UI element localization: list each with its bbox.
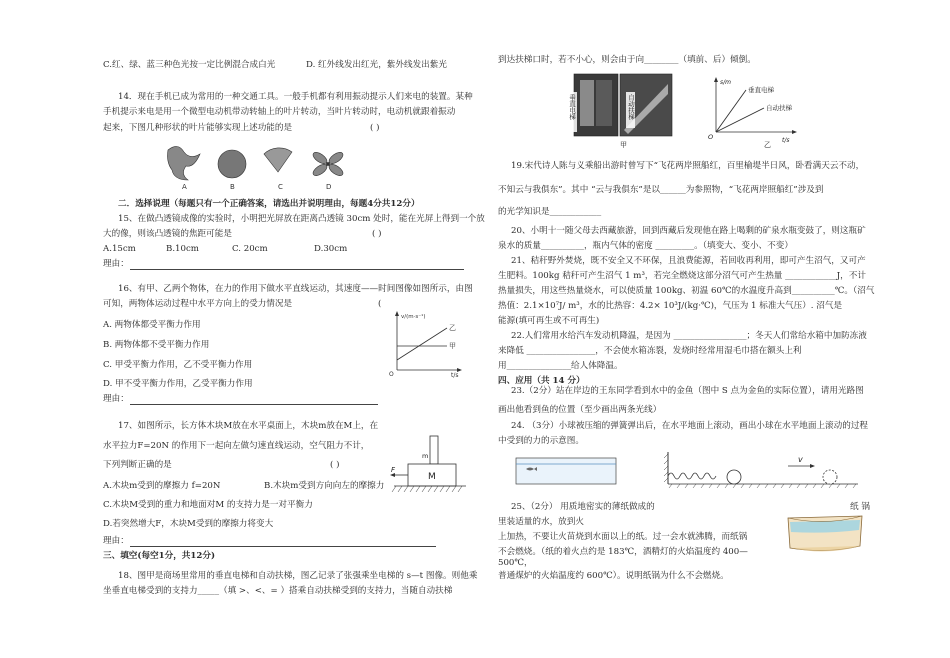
q25-line6: 普通煤炉的火焰温度约 600℃）。说明纸锅为什么不会燃烧。 (498, 571, 729, 581)
blade-label-b: B (230, 183, 235, 190)
q18-elevator-figure (568, 70, 798, 150)
section4-heading: 四、应用（共 14 分） (498, 376, 585, 386)
q18-line1: 18、图甲是商场里常用的垂直电梯和自动扶梯，图乙记录了张强乘坐电梯的 s—t 图像。则他乘 (118, 571, 478, 581)
q14-line1: 14．现在手机已成为常用的一种交通工具。一般手机都有利用振动提示人们来电的装置。某种 (118, 92, 473, 102)
q24-spring-ball (664, 452, 858, 488)
q16-option-d: D. 甲不受平衡力作用，乙受平衡力作用 (103, 379, 253, 389)
q25-line2: 里装适量的水，放到火 (498, 517, 584, 527)
graph-s-axis: s/m (720, 79, 731, 86)
ball-end (823, 470, 837, 484)
q21-line3: 热量损失，用这些热量烧水，可以使质量 100kg、初温 60℃的水温度升高到__________℃。（沼气 (498, 286, 875, 296)
q17-line2: 水平拉力F=20N 的作用下一起向左做匀速直线运动，空气阻力不计， (103, 441, 370, 451)
q16-answer-line[interactable] (130, 404, 378, 405)
label-M: M (428, 472, 436, 482)
q15-line1: 15、在做凸透镜成像的实验时，小明把光屏放在距离凸透镜 30cm 处时，能在光屏上得到一个放 (118, 214, 485, 224)
label-m: m (422, 452, 429, 460)
label-jia: 甲 (620, 141, 627, 149)
section3-heading: 三、填空(每空1分，共12分) (103, 551, 216, 561)
q22-line3: 用_______________给人体降温。 (498, 361, 623, 371)
velocity-symbol: v (798, 455, 803, 464)
blade-d-shape (311, 150, 345, 178)
q19-line2: 不知云与我俱东”。其中 “云与我俱东”是以______为参照物，“飞花两岸照船红”涉及到 (498, 185, 824, 195)
q18-line2: 坐垂直电梯受到的支持力_____（填 >、<、= ）搭乘自动扶梯受到的支持力，当随自动扶梯 (103, 586, 453, 596)
label-F: F (391, 466, 396, 474)
q24-line2: 中受到的力的示意图。 (498, 436, 584, 446)
q16-option-b: B. 两物体都不受平衡力作用 (103, 340, 210, 350)
q16-line2: 可知，两物体运动过程中水平方向上的受力情况是 (103, 299, 293, 309)
q15-bracket: ( ) (372, 229, 382, 239)
photo-vertical-label: 垂直电梯 (568, 94, 576, 120)
q15-option-d: D.30cm (314, 244, 348, 254)
label-yi: 乙 (764, 141, 771, 149)
q17-line1: 17、如图所示，长方体木块M放在水平桌面上，木块m放在M上，在 (118, 421, 379, 431)
q14-line3: 起来，下图几种形状的叶片能够实现上述功能的是 (103, 123, 293, 133)
q15-option-c: C. 20cm (232, 244, 268, 254)
blade-b-shape (218, 150, 246, 178)
q14-line2: 手机提示来电是用一个微型电动机带动转轴上的叶片转动，当叶片转动时，电动机就跟着振动 (103, 107, 456, 117)
q15-option-a: A.15cm (103, 244, 136, 254)
q23-q24-figures (512, 450, 862, 490)
q13-option-d: D. 红外线发出红光，紫外线发出紫光 (306, 60, 447, 70)
q16-vt-graph (385, 308, 465, 378)
series-jia-label: 甲 (449, 342, 456, 350)
line-escalator (716, 108, 764, 132)
q23-line2: 画出他看到鱼的位置（至少画出两条光线） (498, 405, 662, 415)
q20-line2: 泉水的质量__________，瓶内气体的密度 _________。（填变大、变小、不变） (498, 241, 793, 251)
q16-bracket: ( (378, 299, 382, 309)
graph-label-escalator: 自动扶梯 (766, 104, 792, 112)
q16-option-a: A. 两物体都受平衡力作用 (103, 320, 201, 330)
q19-line3: 的光学知识是____________ (498, 207, 602, 217)
q13-option-c: C.红、绿、蓝三种色光按一定比例混合成白光 (103, 60, 276, 70)
blade-label-a: A (182, 183, 187, 190)
blade-label-d: D (326, 183, 332, 190)
blade-a-shape (168, 146, 201, 180)
q17-option-b: B.木块m受到方向向左的摩擦力 (264, 481, 385, 491)
series-yi-line (397, 328, 447, 360)
graph-label-vertical: 垂直电梯 (748, 86, 774, 94)
spring-coil (668, 473, 716, 479)
graph-origin: O (389, 371, 394, 378)
q17-block-figure (390, 430, 470, 498)
small-block-m (430, 436, 438, 464)
q21-line1: 21、秸秆野外焚烧，既不安全又不环保，且浪费能源，若回收再利用，即可产生沼气，又可产 (511, 256, 866, 266)
blade-c-shape (264, 148, 292, 172)
q17-line3: 下列判断正确的是 (103, 460, 172, 470)
q17-answer-line[interactable] (130, 546, 436, 547)
q21-line4: 热值：2.1×10⁷J/ m³，水的比热容：4.2× 10³J/(kg·℃)，气压为 1 标准大气压）. 沼气是 (498, 301, 843, 311)
q14-blade-figure (160, 140, 370, 190)
photo-escalator-label: 自动扶梯 (627, 94, 635, 120)
line-vertical-elevator (716, 90, 746, 132)
q25-line3: 上加热，不要让火苗烧到水面以上的纸。过一会水就沸腾，而纸锅 (498, 532, 748, 542)
q16-line1: 16、有甲、乙两个物体，在力的作用下做水平直线运动，其速度——时间图像如图所示，由图 (118, 284, 473, 294)
q17-option-c: C.木块M受到的重力和地面对M 的支持力是一对平衡力 (103, 500, 313, 510)
q16-reason: 理由： (103, 394, 129, 404)
graph-t-axis: t/s (782, 137, 790, 144)
q23-water-tank (516, 458, 616, 484)
q18-continuation: 到达扶梯口时，若不小心，则会由于向________（填前、后）倾倒。 (498, 55, 756, 65)
ball-start (727, 470, 741, 484)
q15-answer-line[interactable] (130, 269, 464, 270)
blade-label-c: C (278, 183, 283, 190)
q25-line1: 25、（2分） 用质地密实的薄纸做成的 (511, 502, 655, 512)
graph-y-label: v/(m·s⁻¹) (401, 314, 426, 320)
q16-option-c: C. 甲受平衡力作用，乙不受平衡力作用 (103, 360, 253, 370)
q15-line2: 大的像，则该凸透镜的焦距可能是 (103, 229, 232, 239)
q17-option-d: D.若突然增大F，木块M受到的摩擦力将变大 (103, 519, 274, 529)
q15-option-b: B.10cm (166, 244, 199, 254)
q22-line2: 来降低 ________________，不会使水箱冻裂，发烧时经常用湿毛巾搭在额头上利 (498, 346, 802, 356)
q25-paper-pot-figure (782, 512, 868, 558)
q25-tail: 纸 锅 (850, 502, 870, 512)
section2-heading: 二．选择说理（每题只有一个正确答案，请选出并说明理由，每题4分共12分） (118, 199, 420, 209)
q22-line1: 22.人们常用水给汽车发动机降温，是因为 _________________；冬天人们常给水箱中加防冻液 (511, 331, 867, 341)
q25-line5: 500℃， (498, 558, 533, 568)
graph-origin: O (708, 133, 714, 141)
q17-bracket: ( ) (330, 460, 340, 470)
graph-x-label: t/s (451, 372, 459, 378)
q19-line1: 19.宋代诗人陈与义乘船出游时曾写下“飞花两岸照船红，百里榆堤半日风，卧看满天云不动， (511, 161, 865, 171)
q20-line1: 20、小明十一随父母去西藏旅游，回到西藏后发现他在路上喝剩的矿泉水瓶变鼓了，则这瓶矿 (511, 226, 866, 236)
q17-option-a: A.木块m受到的摩擦力 f=20N (103, 481, 221, 491)
q23-line1: 23.（2分）站在岸边的王东同学看到水中的金鱼（图中 S 点为金鱼的实际位置），请用光路图 (511, 386, 864, 396)
q21-line2: 生肥料。100kg 秸秆可产生沼气 1 m³，若完全燃烧这部分沼气可产生热量 ____________J，不计 (498, 271, 866, 281)
q25-line4: 不会燃烧。（纸的着火点约是 183℃，酒精灯的火焰温度约 400— (498, 547, 748, 557)
q17-reason: 理由： (103, 536, 129, 546)
q24-line1: 24. （3分）小球被压缩的弹簧弹出后，在水平地面上滚动，画出小球在水平地面上滚动的过程 (511, 421, 869, 431)
q15-reason: 理由： (103, 259, 129, 269)
q14-bracket: ( ) (370, 123, 380, 133)
series-yi-label: 乙 (449, 324, 456, 332)
q21-line5: 能源(填可再生或不可再生) (498, 316, 600, 326)
